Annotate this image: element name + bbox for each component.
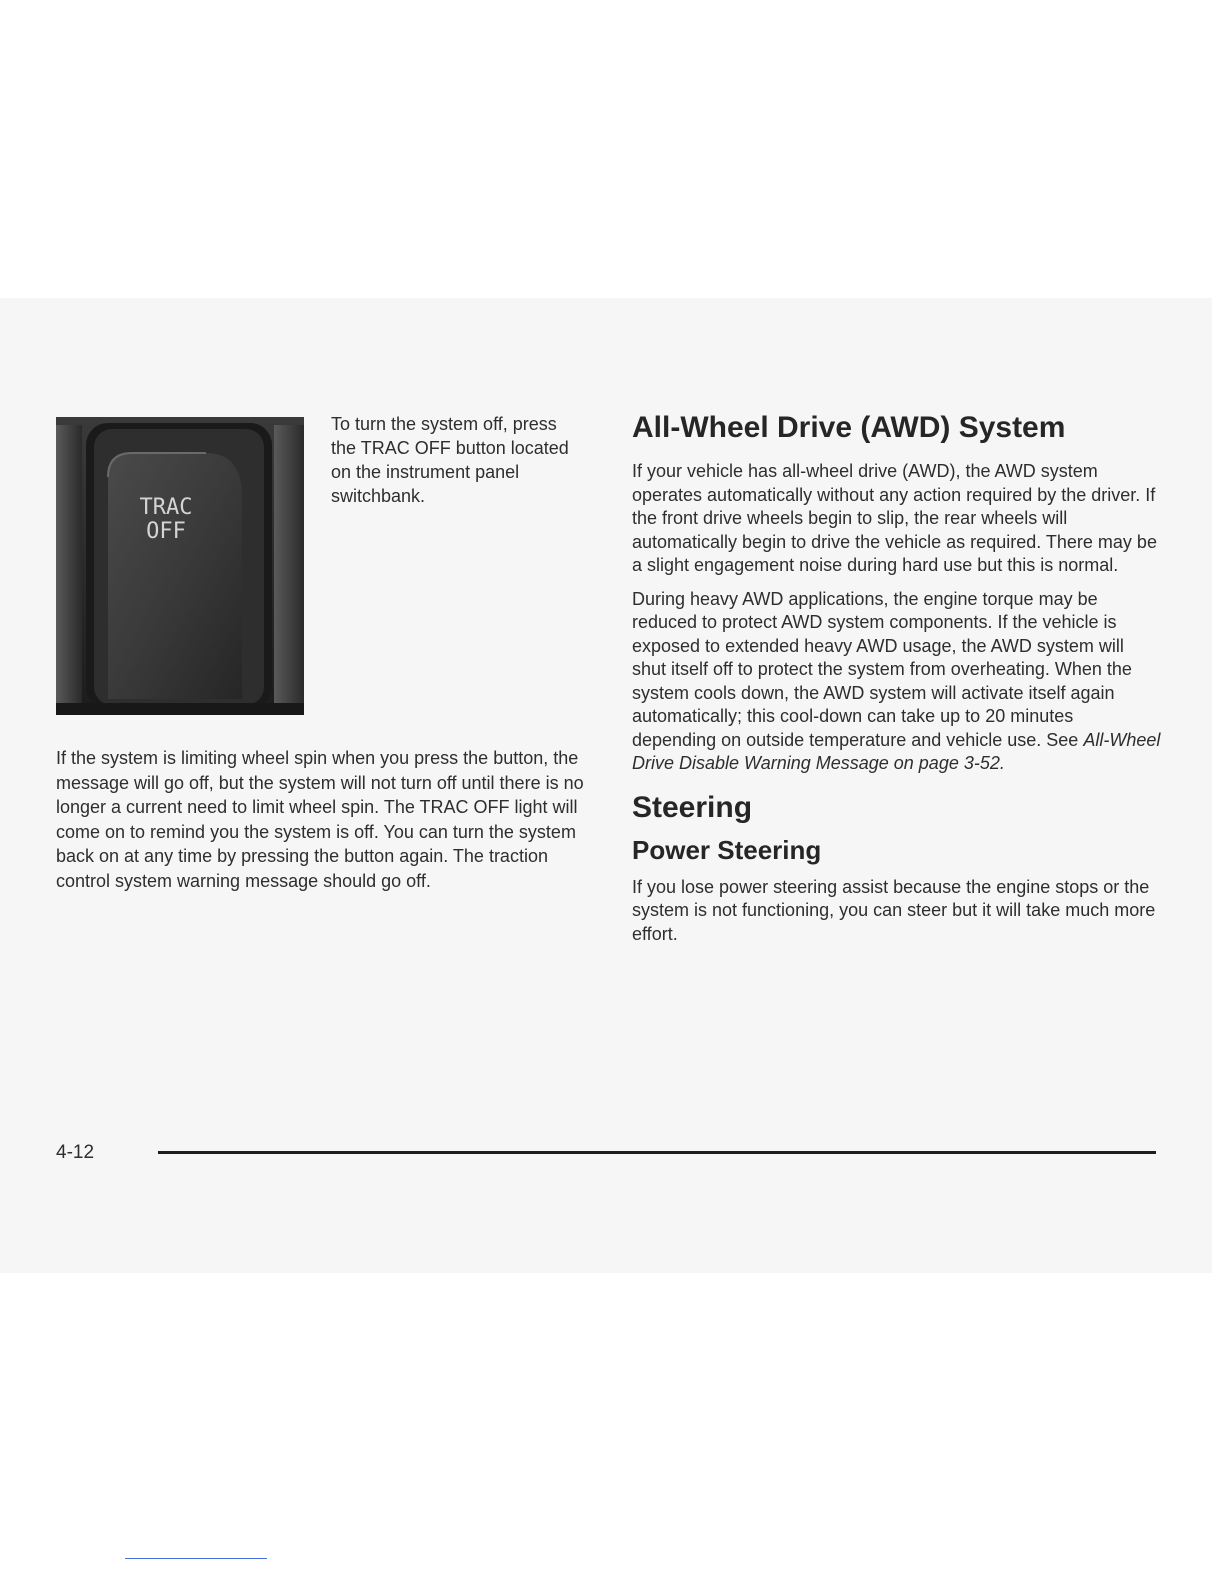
steering-heading: Steering (632, 790, 753, 824)
photo-caption (331, 412, 571, 508)
awd-paragraph-1: If your vehicle has all-wheel drive (AWD), the AWD system operates automatically without any action required by the driver. If the front drive wheels begin to slip, the rear wheels will automatically begin to drive the vehicle as required. There may be a slight engagement noise during hard use but this is normal. (632, 461, 1157, 575)
page-number: 4-12 (56, 1142, 95, 1163)
awd-heading: All-Wheel Drive (AWD) System (632, 411, 1066, 444)
bottom-divider-line (125, 1558, 267, 1559)
photo-label-off: OFF (146, 519, 186, 544)
photo-label-trac: TRAC (139, 495, 193, 520)
right-column (632, 410, 1162, 946)
left-column-body (56, 746, 592, 893)
caption-text: To turn the system off, press the TRAC OFF button located on the instrument panel switchbank. (331, 414, 569, 506)
trac-off-button-illustration (56, 417, 304, 715)
trac-off-button-photo (56, 417, 304, 715)
footer-rule (158, 1151, 1156, 1154)
awd-paragraph-2 (632, 588, 1162, 776)
awd-paragraph-2-text: During heavy AWD applications, the engine torque may be reduced to protect AWD system components. If the vehicle is exposed to extended heavy AWD usage, the AWD system will shut itself off to protect the system from overheating. When the system cools down, the AWD system will activate itself again automatically; this cool-down can take up to 20 minutes depending on outside temperature and vehicle use. See (632, 588, 1132, 750)
awd-disable-warning-xref[interactable]: All-Wheel Drive Disable Warning Message on page 3-52. (632, 729, 1161, 773)
traction-control-paragraph: If the system is limiting wheel spin when you press the button, the message will go off, but the system will not turn off until there is no longer a current need to limit wheel spin. The TRAC OFF light will come on to remind you the system is off. You can turn the system back on at any time by pressing the button again. The traction control system warning message should go off. (56, 748, 584, 891)
power-steering-heading: Power Steering (632, 834, 822, 865)
power-steering-paragraph: If you lose power steering assist because the engine stops or the system is not functioning, you can steer but it will take much more effort. (632, 876, 1156, 944)
